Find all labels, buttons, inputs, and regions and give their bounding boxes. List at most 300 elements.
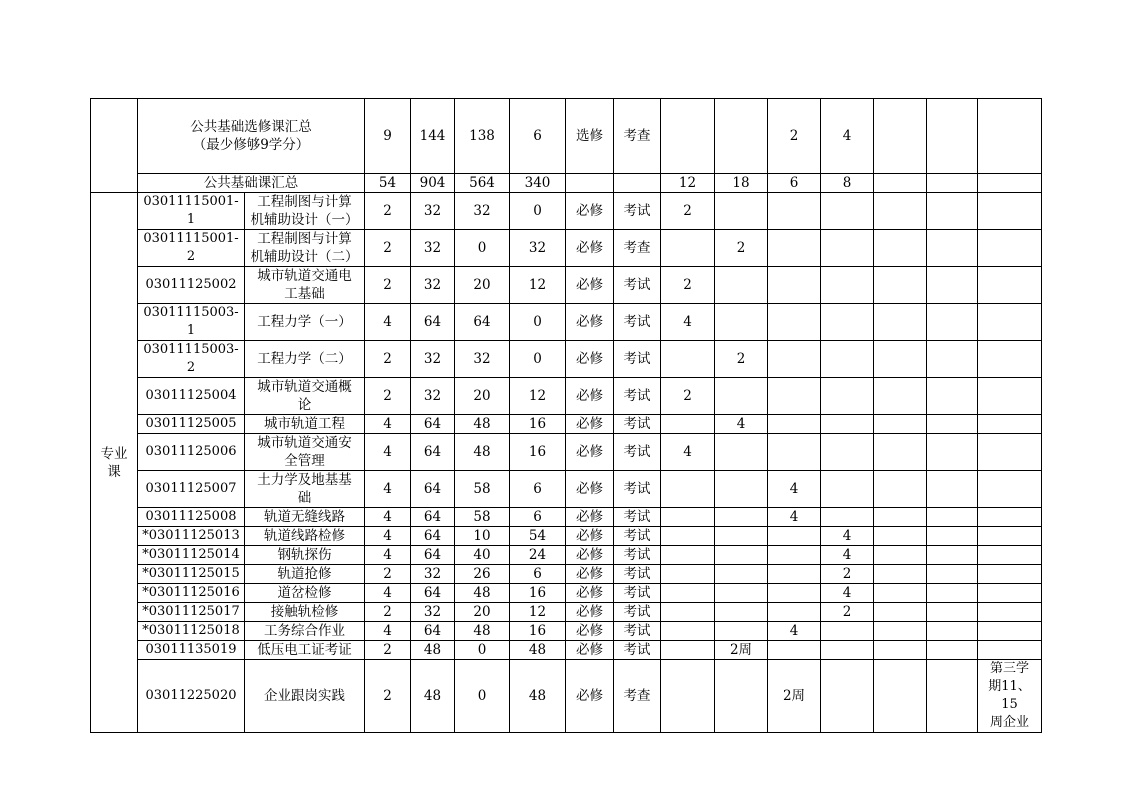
remark-cell [978, 641, 1042, 660]
assessment-cell [614, 174, 661, 193]
sem4-cell [821, 341, 874, 378]
course-code: *03011125016 [138, 584, 245, 603]
sem2-cell [715, 508, 768, 527]
course-name: 城市轨道交通概 论 [245, 378, 365, 415]
total-hours-cell: 32 [411, 603, 455, 622]
table-row [91, 641, 1042, 660]
sem4-cell [821, 193, 874, 230]
assessment-cell: 考试 [614, 622, 661, 641]
course-name: 企业跟岗实践 [245, 660, 365, 733]
theory-hours-cell: 138 [455, 99, 510, 174]
total-hours-cell: 32 [411, 565, 455, 584]
sem2-cell [715, 99, 768, 174]
sem6-cell [927, 565, 978, 584]
sem4-cell [821, 471, 874, 508]
course-code: 03011125007 [138, 471, 245, 508]
sem1-cell: 2 [661, 193, 715, 230]
theory-hours-cell: 0 [455, 660, 510, 733]
summary-title: 公共基础课汇总 [138, 174, 365, 193]
sem6-cell [927, 603, 978, 622]
theory-hours-cell: 48 [455, 622, 510, 641]
assessment-cell: 考试 [614, 471, 661, 508]
sem5-cell [874, 565, 927, 584]
total-hours-cell: 64 [411, 622, 455, 641]
course-type-cell: 必修 [566, 267, 614, 304]
remark-cell [978, 193, 1042, 230]
sem3-cell [768, 565, 821, 584]
summary-row [91, 174, 1042, 193]
sem1-cell [661, 603, 715, 622]
practice-hours-cell: 6 [510, 565, 566, 584]
remark-cell [978, 584, 1042, 603]
practice-hours-cell: 16 [510, 622, 566, 641]
credits-cell: 2 [365, 641, 411, 660]
credits-cell: 4 [365, 508, 411, 527]
table-row [91, 584, 1042, 603]
credits-cell: 2 [365, 660, 411, 733]
theory-hours-cell: 564 [455, 174, 510, 193]
course-type-cell: 必修 [566, 603, 614, 622]
practice-hours-cell: 340 [510, 174, 566, 193]
sem5-cell [874, 471, 927, 508]
practice-hours-cell: 6 [510, 99, 566, 174]
sem6-cell [927, 174, 978, 193]
sem2-cell: 18 [715, 174, 768, 193]
table-row [91, 378, 1042, 415]
sem4-cell [821, 434, 874, 471]
assessment-cell: 考试 [614, 603, 661, 622]
course-type-cell: 必修 [566, 434, 614, 471]
sem6-cell [927, 267, 978, 304]
course-type-cell: 必修 [566, 622, 614, 641]
sem4-cell [821, 304, 874, 341]
remark-cell: 第三学 期11、15 周企业 [978, 660, 1042, 733]
assessment-cell: 考试 [614, 584, 661, 603]
course-code: 03011115003-1 [138, 304, 245, 341]
practice-hours-cell: 48 [510, 660, 566, 733]
sem4-cell [821, 230, 874, 267]
sem6-cell [927, 304, 978, 341]
sem2-cell: 2 [715, 341, 768, 378]
practice-hours-cell: 16 [510, 584, 566, 603]
remark-cell [978, 434, 1042, 471]
sem2-cell [715, 565, 768, 584]
table-row [91, 193, 1042, 230]
sem3-cell [768, 584, 821, 603]
sem5-cell [874, 527, 927, 546]
sem6-cell [927, 641, 978, 660]
total-hours-cell: 64 [411, 546, 455, 565]
total-hours-cell: 904 [411, 174, 455, 193]
course-code: *03011125018 [138, 622, 245, 641]
sem6-cell [927, 193, 978, 230]
course-name: 工务综合作业 [245, 622, 365, 641]
theory-hours-cell: 10 [455, 527, 510, 546]
theory-hours-cell: 26 [455, 565, 510, 584]
sem3-cell [768, 230, 821, 267]
course-name: 城市轨道工程 [245, 415, 365, 434]
sem6-cell [927, 660, 978, 733]
credits-cell: 9 [365, 99, 411, 174]
sem2-cell [715, 378, 768, 415]
course-name: 工程力学（二） [245, 341, 365, 378]
credits-cell: 2 [365, 193, 411, 230]
sem4-cell: 4 [821, 546, 874, 565]
table-row [91, 622, 1042, 641]
remark-cell [978, 174, 1042, 193]
course-type-cell: 必修 [566, 641, 614, 660]
practice-hours-cell: 12 [510, 603, 566, 622]
assessment-cell: 考查 [614, 230, 661, 267]
table-row [91, 267, 1042, 304]
summary-title: 公共基础选修课汇总 （最少修够9学分） [138, 99, 365, 174]
course-name: 接触轨检修 [245, 603, 365, 622]
assessment-cell: 考试 [614, 378, 661, 415]
remark-cell [978, 415, 1042, 434]
sem3-cell: 6 [768, 174, 821, 193]
remark-cell [978, 267, 1042, 304]
assessment-cell: 考试 [614, 508, 661, 527]
sem2-cell [715, 471, 768, 508]
sem5-cell [874, 584, 927, 603]
sem1-cell [661, 622, 715, 641]
table-row [91, 434, 1042, 471]
course-name: 轨道线路检修 [245, 527, 365, 546]
course-name: 工程力学（一） [245, 304, 365, 341]
credits-cell: 4 [365, 546, 411, 565]
sem5-cell [874, 341, 927, 378]
theory-hours-cell: 0 [455, 230, 510, 267]
practice-hours-cell: 6 [510, 508, 566, 527]
practice-hours-cell: 54 [510, 527, 566, 546]
table-row [91, 565, 1042, 584]
table-row [91, 508, 1042, 527]
total-hours-cell: 64 [411, 508, 455, 527]
sem3-cell: 4 [768, 508, 821, 527]
sem1-cell: 4 [661, 304, 715, 341]
theory-hours-cell: 20 [455, 267, 510, 304]
total-hours-cell: 64 [411, 527, 455, 546]
sem5-cell [874, 508, 927, 527]
remark-cell [978, 230, 1042, 267]
remark-cell [978, 603, 1042, 622]
sem5-cell [874, 641, 927, 660]
course-type-cell: 必修 [566, 584, 614, 603]
practice-hours-cell: 0 [510, 341, 566, 378]
credits-cell: 54 [365, 174, 411, 193]
sem5-cell [874, 622, 927, 641]
course-code: *03011125013 [138, 527, 245, 546]
sem4-cell: 8 [821, 174, 874, 193]
sem3-cell [768, 641, 821, 660]
sem1-cell [661, 99, 715, 174]
table-row [91, 341, 1042, 378]
sem3-cell: 2周 [768, 660, 821, 733]
sem1-cell: 4 [661, 434, 715, 471]
course-code: 03011135019 [138, 641, 245, 660]
sem2-cell [715, 660, 768, 733]
remark-cell [978, 546, 1042, 565]
sem6-cell [927, 230, 978, 267]
table-row [91, 527, 1042, 546]
sem1-cell: 2 [661, 378, 715, 415]
course-name: 道岔检修 [245, 584, 365, 603]
assessment-cell: 考查 [614, 660, 661, 733]
course-type-cell: 必修 [566, 230, 614, 267]
course-type-cell: 必修 [566, 304, 614, 341]
sem2-cell [715, 527, 768, 546]
course-name: 城市轨道交通安 全管理 [245, 434, 365, 471]
course-code: 03011125006 [138, 434, 245, 471]
sem4-cell: 2 [821, 565, 874, 584]
sem4-cell [821, 641, 874, 660]
practice-hours-cell: 32 [510, 230, 566, 267]
sem5-cell [874, 99, 927, 174]
sem2-cell [715, 267, 768, 304]
assessment-cell: 考试 [614, 415, 661, 434]
sem2-cell [715, 304, 768, 341]
credits-cell: 2 [365, 378, 411, 415]
theory-hours-cell: 48 [455, 434, 510, 471]
sem2-cell [715, 546, 768, 565]
table-row [91, 546, 1042, 565]
sem1-cell [661, 508, 715, 527]
credits-cell: 2 [365, 230, 411, 267]
total-hours-cell: 48 [411, 641, 455, 660]
sem1-cell: 2 [661, 267, 715, 304]
course-plan-table [90, 98, 1042, 733]
course-type-cell: 必修 [566, 508, 614, 527]
total-hours-cell: 32 [411, 230, 455, 267]
course-type-cell: 选修 [566, 99, 614, 174]
sem5-cell [874, 230, 927, 267]
sem1-cell [661, 471, 715, 508]
total-hours-cell: 48 [411, 660, 455, 733]
practice-hours-cell: 0 [510, 304, 566, 341]
sem5-cell [874, 415, 927, 434]
sem6-cell [927, 471, 978, 508]
credits-cell: 2 [365, 603, 411, 622]
total-hours-cell: 32 [411, 193, 455, 230]
sem2-cell [715, 622, 768, 641]
course-code: 03011125004 [138, 378, 245, 415]
theory-hours-cell: 20 [455, 378, 510, 415]
remark-cell [978, 527, 1042, 546]
sem3-cell [768, 603, 821, 622]
category-label: 专业 课 [91, 193, 138, 733]
credits-cell: 2 [365, 565, 411, 584]
course-code: 03011125005 [138, 415, 245, 434]
sem5-cell [874, 603, 927, 622]
credits-cell: 4 [365, 304, 411, 341]
remark-cell [978, 378, 1042, 415]
course-type-cell: 必修 [566, 527, 614, 546]
sem6-cell [927, 341, 978, 378]
sem2-cell [715, 434, 768, 471]
course-name: 工程制图与计算 机辅助设计（二） [245, 230, 365, 267]
credits-cell: 4 [365, 527, 411, 546]
credits-cell: 4 [365, 622, 411, 641]
sem1-cell [661, 546, 715, 565]
course-type-cell: 必修 [566, 415, 614, 434]
credits-cell: 2 [365, 267, 411, 304]
practice-hours-cell: 6 [510, 471, 566, 508]
course-code: *03011125014 [138, 546, 245, 565]
sem5-cell [874, 660, 927, 733]
theory-hours-cell: 20 [455, 603, 510, 622]
sem4-cell [821, 508, 874, 527]
sem4-cell: 4 [821, 584, 874, 603]
theory-hours-cell: 64 [455, 304, 510, 341]
sem6-cell [927, 508, 978, 527]
sem6-cell [927, 378, 978, 415]
practice-hours-cell: 16 [510, 434, 566, 471]
total-hours-cell: 64 [411, 584, 455, 603]
assessment-cell: 考试 [614, 434, 661, 471]
theory-hours-cell: 32 [455, 193, 510, 230]
course-code: 03011225020 [138, 660, 245, 733]
remark-cell [978, 341, 1042, 378]
course-type-cell: 必修 [566, 660, 614, 733]
sem2-cell [715, 603, 768, 622]
sem6-cell [927, 546, 978, 565]
category-cell-empty [91, 99, 138, 193]
total-hours-cell: 64 [411, 304, 455, 341]
sem4-cell [821, 415, 874, 434]
sem5-cell [874, 378, 927, 415]
course-name: 轨道无缝线路 [245, 508, 365, 527]
sem2-cell: 2 [715, 230, 768, 267]
sem3-cell: 4 [768, 471, 821, 508]
assessment-cell: 考试 [614, 641, 661, 660]
course-name: 土力学及地基基 础 [245, 471, 365, 508]
course-type-cell: 必修 [566, 565, 614, 584]
remark-cell [978, 471, 1042, 508]
theory-hours-cell: 0 [455, 641, 510, 660]
assessment-cell: 考试 [614, 267, 661, 304]
sem6-cell [927, 584, 978, 603]
sem2-cell: 4 [715, 415, 768, 434]
table-row [91, 471, 1042, 508]
course-type-cell: 必修 [566, 341, 614, 378]
credits-cell: 2 [365, 341, 411, 378]
sem5-cell [874, 174, 927, 193]
theory-hours-cell: 58 [455, 508, 510, 527]
sem1-cell: 12 [661, 174, 715, 193]
sem6-cell [927, 434, 978, 471]
sem5-cell [874, 434, 927, 471]
sem3-cell: 2 [768, 99, 821, 174]
theory-hours-cell: 48 [455, 584, 510, 603]
credits-cell: 4 [365, 471, 411, 508]
sem5-cell [874, 546, 927, 565]
table-row [91, 603, 1042, 622]
sem6-cell [927, 527, 978, 546]
course-code: 03011115001-2 [138, 230, 245, 267]
remark-cell [978, 622, 1042, 641]
sem5-cell [874, 193, 927, 230]
sem2-cell: 2周 [715, 641, 768, 660]
sem1-cell [661, 565, 715, 584]
course-name: 低压电工证考证 [245, 641, 365, 660]
sem1-cell [661, 641, 715, 660]
table-row [91, 230, 1042, 267]
course-name: 工程制图与计算 机辅助设计（一） [245, 193, 365, 230]
course-code: 03011125008 [138, 508, 245, 527]
sem4-cell [821, 267, 874, 304]
course-code: 03011115001-1 [138, 193, 245, 230]
course-type-cell: 必修 [566, 546, 614, 565]
sem1-cell [661, 527, 715, 546]
practice-hours-cell: 48 [510, 641, 566, 660]
assessment-cell: 考试 [614, 304, 661, 341]
course-type-cell: 必修 [566, 193, 614, 230]
sem4-cell [821, 622, 874, 641]
total-hours-cell: 32 [411, 341, 455, 378]
sem3-cell [768, 193, 821, 230]
sem2-cell [715, 193, 768, 230]
practice-hours-cell: 12 [510, 378, 566, 415]
practice-hours-cell: 12 [510, 267, 566, 304]
remark-cell [978, 304, 1042, 341]
sem3-cell [768, 341, 821, 378]
course-code: 03011115003-2 [138, 341, 245, 378]
assessment-cell: 考试 [614, 341, 661, 378]
course-name: 轨道抢修 [245, 565, 365, 584]
sem3-cell [768, 527, 821, 546]
course-type-cell: 必修 [566, 471, 614, 508]
credits-cell: 4 [365, 415, 411, 434]
assessment-cell: 考试 [614, 546, 661, 565]
total-hours-cell: 32 [411, 378, 455, 415]
course-code: 03011125002 [138, 267, 245, 304]
theory-hours-cell: 40 [455, 546, 510, 565]
sem2-cell [715, 584, 768, 603]
practice-hours-cell: 0 [510, 193, 566, 230]
sem1-cell [661, 341, 715, 378]
sem1-cell [661, 415, 715, 434]
table-row [91, 304, 1042, 341]
credits-cell: 4 [365, 584, 411, 603]
sem3-cell [768, 267, 821, 304]
sem4-cell [821, 660, 874, 733]
sem4-cell: 2 [821, 603, 874, 622]
total-hours-cell: 64 [411, 434, 455, 471]
course-name: 城市轨道交通电 工基础 [245, 267, 365, 304]
sem3-cell: 4 [768, 622, 821, 641]
sem6-cell [927, 415, 978, 434]
assessment-cell: 考试 [614, 565, 661, 584]
course-code: *03011125017 [138, 603, 245, 622]
course-type-cell: 必修 [566, 378, 614, 415]
sem4-cell: 4 [821, 527, 874, 546]
course-type-cell [566, 174, 614, 193]
theory-hours-cell: 58 [455, 471, 510, 508]
sem1-cell [661, 230, 715, 267]
course-code: *03011125015 [138, 565, 245, 584]
table-row [91, 415, 1042, 434]
sem1-cell [661, 660, 715, 733]
sem5-cell [874, 304, 927, 341]
sem6-cell [927, 99, 978, 174]
sem4-cell: 4 [821, 99, 874, 174]
remark-cell [978, 565, 1042, 584]
total-hours-cell: 64 [411, 471, 455, 508]
sem3-cell [768, 304, 821, 341]
sem3-cell [768, 546, 821, 565]
practice-hours-cell: 24 [510, 546, 566, 565]
sem1-cell [661, 584, 715, 603]
